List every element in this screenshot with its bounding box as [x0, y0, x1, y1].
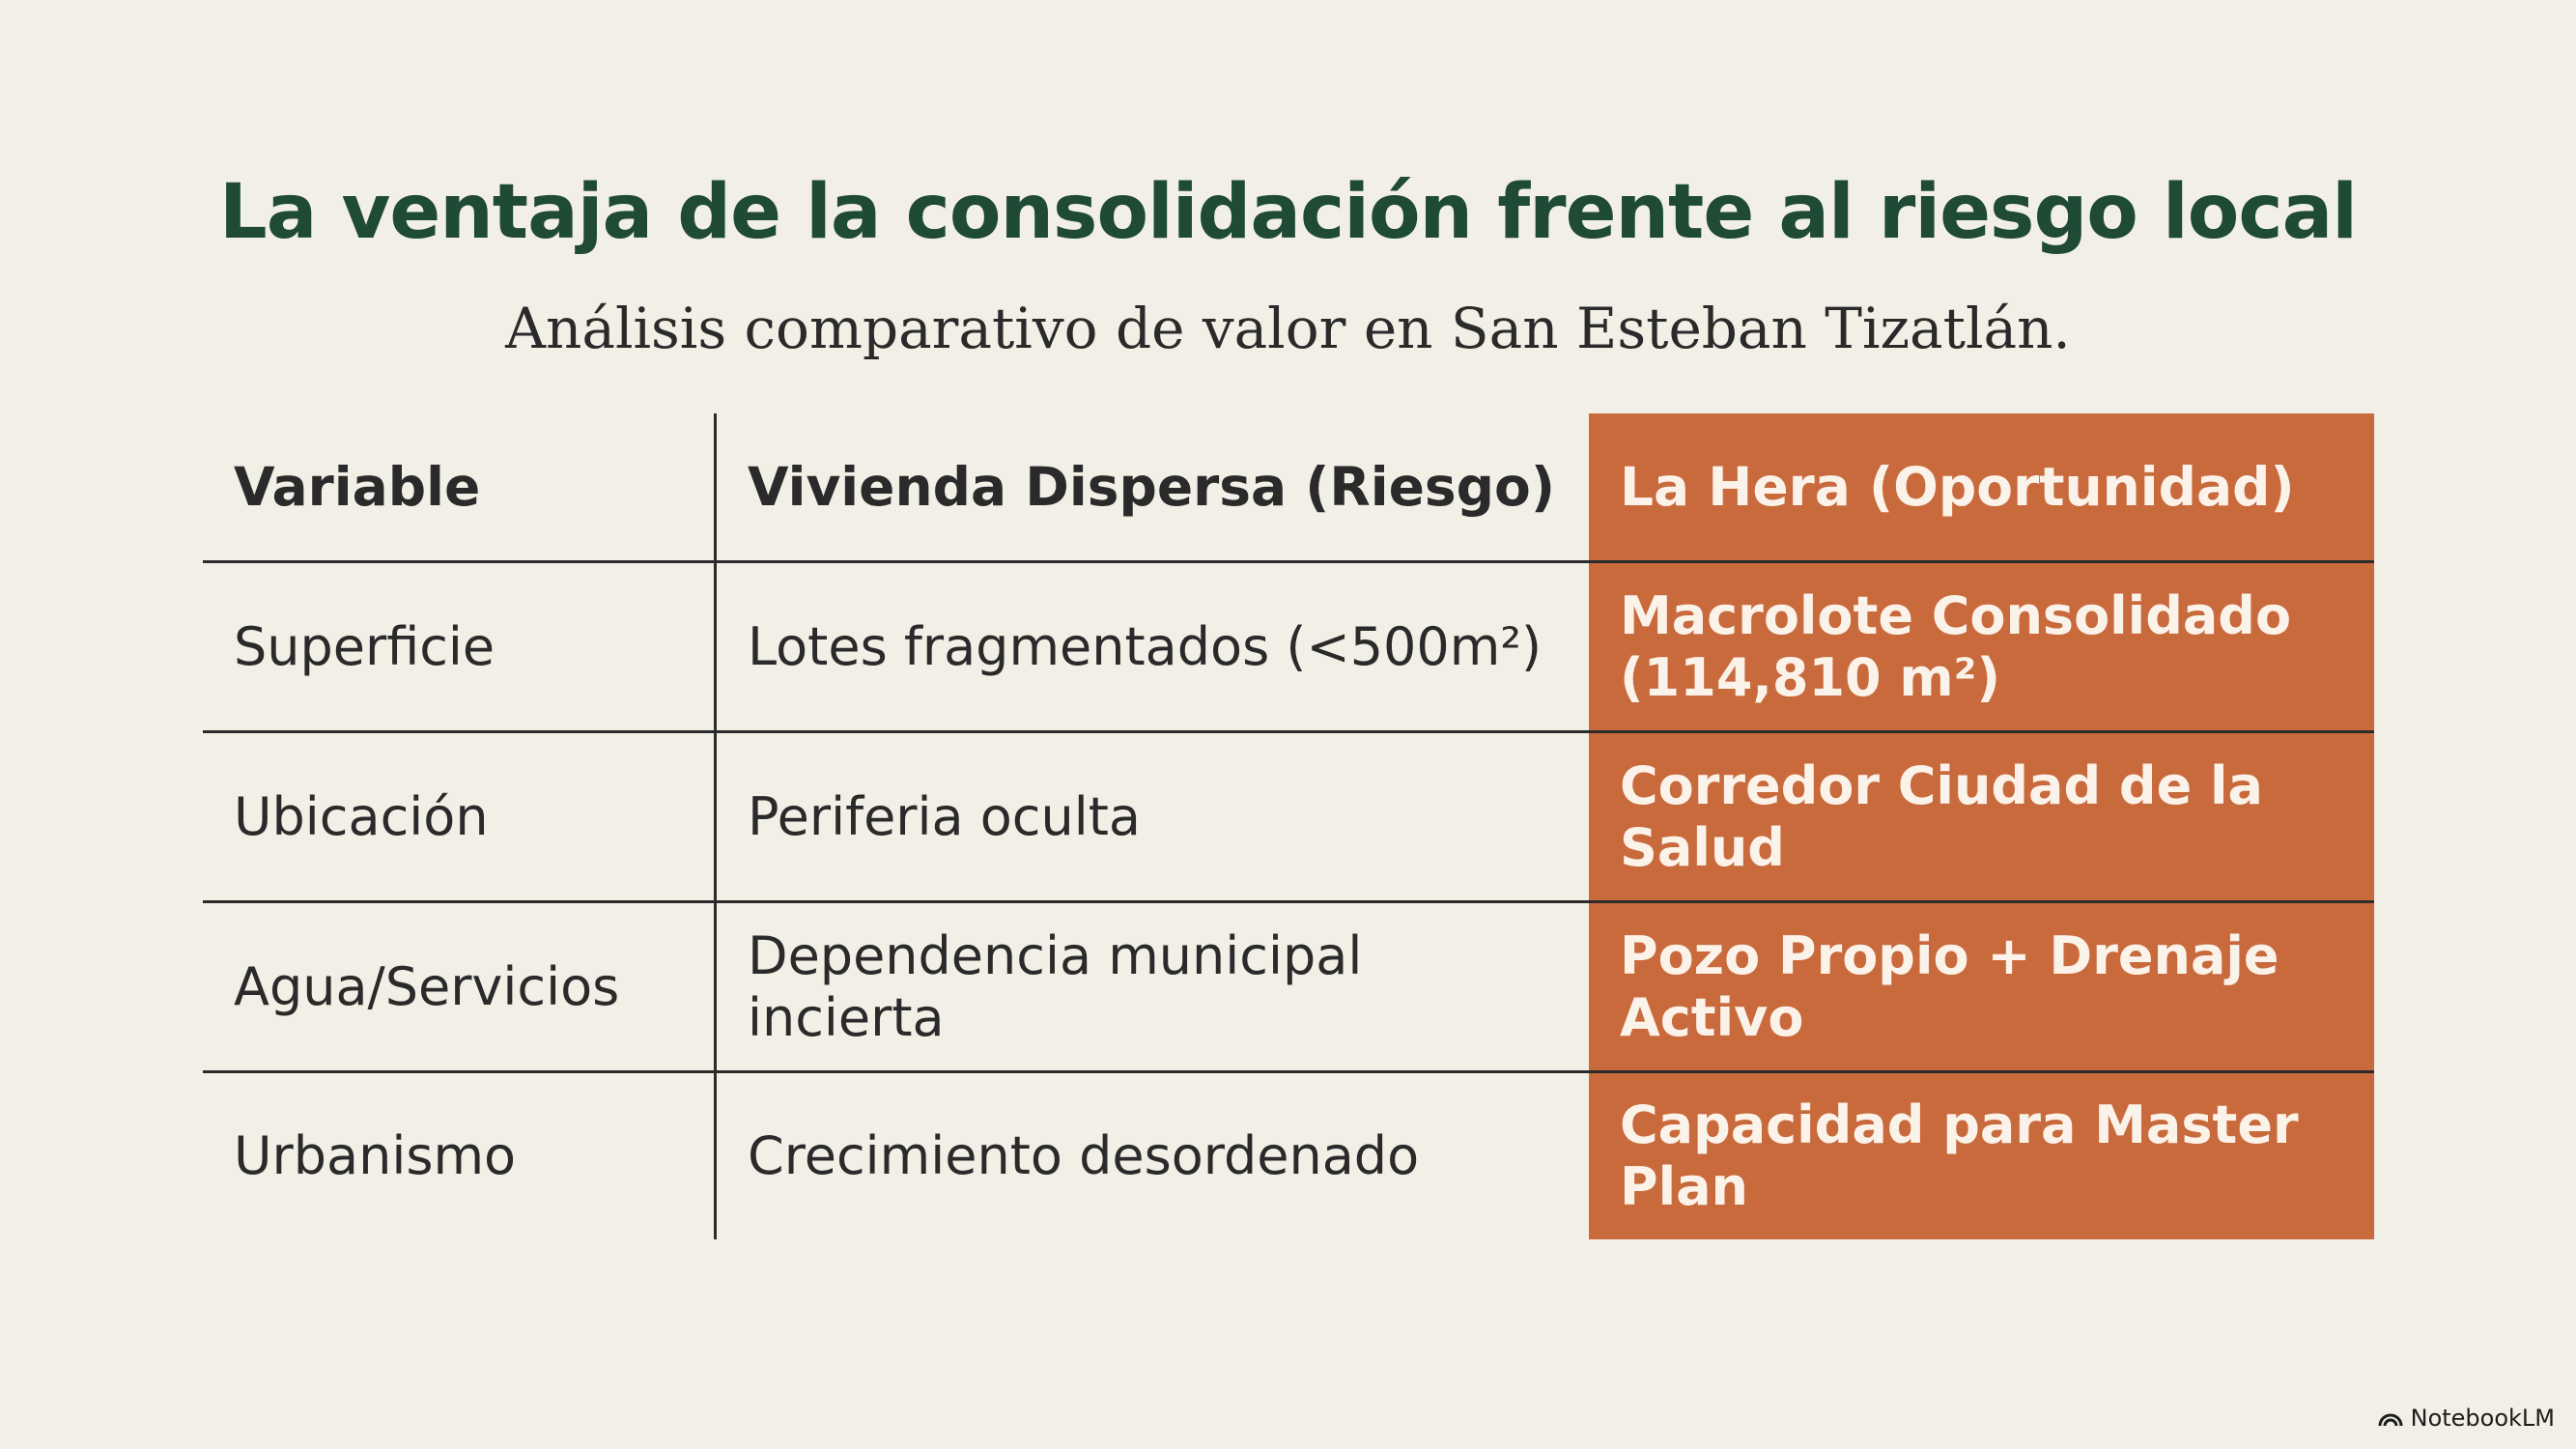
row-variable: Ubicación [203, 733, 717, 900]
table-row [203, 733, 2374, 903]
row-opportunity-value: Capacidad para Master Plan [1589, 1073, 2374, 1239]
notebooklm-badge [2378, 1405, 2555, 1432]
header-risk: Vivienda Dispersa (Riesgo) [748, 456, 1555, 518]
table-row [203, 903, 2374, 1073]
header-opportunity: La Hera (Oportunidad) [1589, 413, 2374, 560]
row-risk-value: Periferia oculta [748, 785, 1141, 847]
page-title: La ventaja de la consolidación frente al riesgo local [219, 169, 2357, 256]
row-risk-value: Lotes fragmentados (<500m²) [748, 615, 1543, 677]
row-variable: Urbanismo [203, 1073, 717, 1239]
badge-label: NotebookLM [2410, 1405, 2555, 1432]
table-row [203, 1073, 2374, 1239]
row-variable: Superficie [203, 563, 717, 730]
table-row [203, 563, 2374, 733]
comparison-table [203, 413, 2374, 1239]
row-opportunity-value: Pozo Propio + Drenaje Activo [1589, 903, 2374, 1070]
page-subtitle: Análisis comparativo de valor en San Esteban Tizatlán. [505, 296, 2071, 361]
row-variable: Agua/Servicios [203, 903, 717, 1070]
row-risk-value: Crecimiento desordenado [748, 1125, 1420, 1186]
row-risk-value: Dependencia municipal incierta [748, 924, 1363, 1048]
row-opportunity-value: Macrolote Consolidado (114,810 m²) [1589, 563, 2374, 730]
row-opportunity-value: Corredor Ciudad de la Salud [1589, 733, 2374, 900]
header-variable: Variable [203, 413, 717, 560]
notebooklm-logo-icon [2378, 1408, 2403, 1428]
table-header-row [203, 413, 2374, 563]
